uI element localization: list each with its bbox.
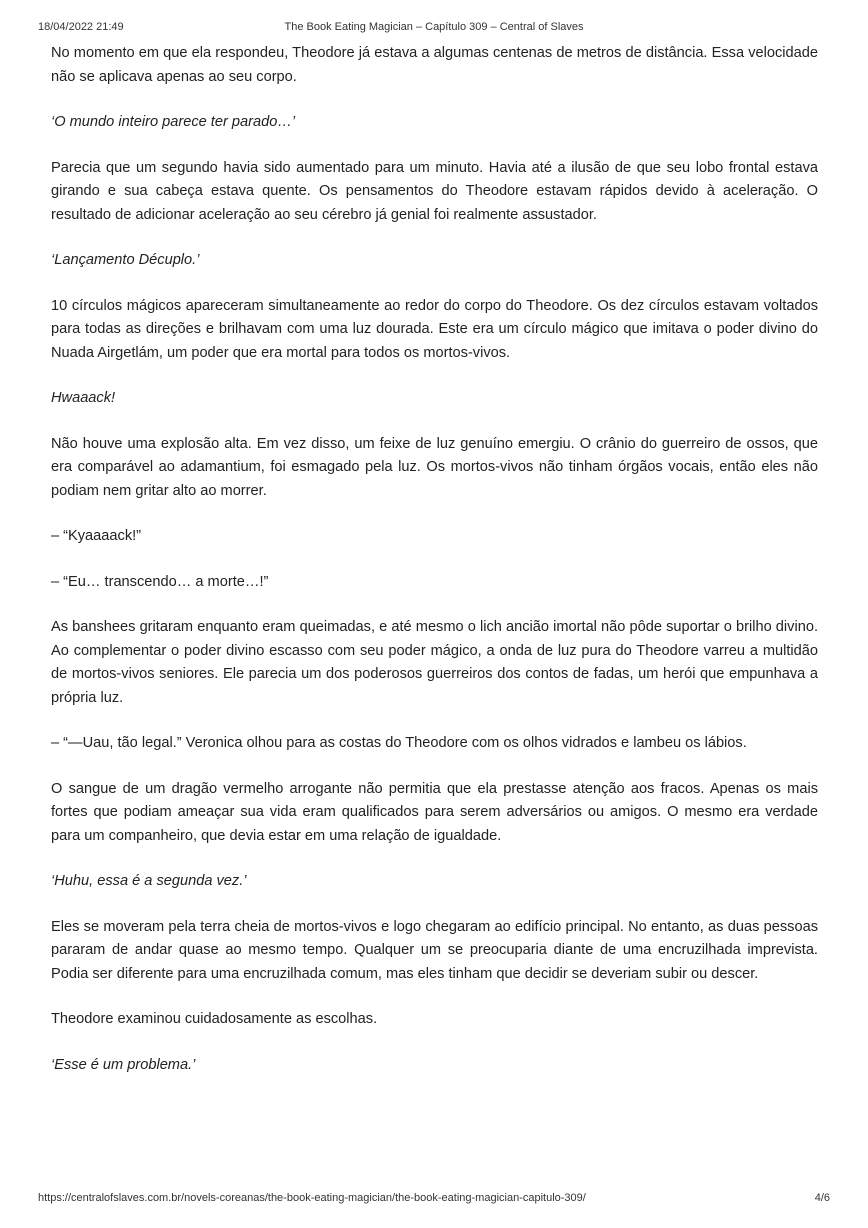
page-url: https://centralofslaves.com.br/novels-coreanas/the-book-eating-magician/the-book-eating-magician-capitulo-309/ xyxy=(38,1192,586,1204)
paragraph: Parecia que um segundo havia sido aumentado para um minuto. Havia até a ilusão de que seu lobo frontal estava girando e sua cabeça estava quente. Os pensamentos do Theodore estavam rápidos devido à aceleração. O resultado de adicionar aceleração ao seu cérebro já genial foi realmente assustador. xyxy=(51,159,818,223)
paragraph-dialogue: – “Eu… transcendo… a morte…!” xyxy=(51,573,269,590)
paragraph-thought: ‘O mundo inteiro parece ter parado…’ xyxy=(51,114,296,130)
print-page-title: The Book Eating Magician – Capítulo 309 – Central of Slaves xyxy=(284,21,584,33)
paragraph: As banshees gritaram enquanto eram queimadas, e até mesmo o lich ancião imortal não pôde suportar o brilho divino. Ao complementar o poder divino escasso com seu poder mágico, a onda de luz pura do Theodore varreu a multidão de mortos-vivos seniores. Ele parecia um dos poderosos guerreiros dos contos de fadas, um herói que empunhava a própria luz. xyxy=(51,619,818,706)
paragraph-dialogue: – “Kyaaaack!” xyxy=(51,528,142,544)
page-number: 4/6 xyxy=(814,1192,830,1204)
paragraph: Não houve uma explosão alta. Em vez disso, um feixe de luz genuíno emergiu. O crânio do guerreiro de ossos, que era comparável ao adamantium, foi esmagado pela luz. Os mortos-vivos não tinham órgãos vocais, então eles não podiam nem gritar alto ao morrer. xyxy=(51,435,818,499)
paragraph: No momento em que ela respondeu, Theodore já estava a algumas centenas de metros de distância. Essa velocidade não se aplicava apenas ao seu corpo. xyxy=(51,45,818,85)
paragraph: Theodore examinou cuidadosamente as escolhas. xyxy=(51,1011,378,1027)
paragraph: O sangue de um dragão vermelho arrogante não permitia que ela prestasse atenção aos fracos. Apenas os mais fortes que podiam ameaçar sua vida eram qualificados para serem adversários ou amigos. O mesmo era verdade para um companheiro, que devia estar em uma relação de igualdade. xyxy=(51,780,818,844)
paragraph: Eles se moveram pela terra cheia de mortos-vivos e logo chegaram ao edifício principal. No entanto, as duas pessoas pararam de andar quase ao mesmo tempo. Qualquer um se preocuparia diante de uma encruzilhada imprevista. Podia ser diferente para uma encruzilhada comum, mas eles tinham que decidir se deveriam subir ou descer. xyxy=(51,918,818,982)
paragraph-thought: ‘Esse é um problema.’ xyxy=(51,1056,196,1073)
paragraph-thought: ‘Lançamento Décuplo.’ xyxy=(51,252,200,268)
paragraph-dialogue: – “—Uau, tão legal.” Veronica olhou para as costas do Theodore com os olhos vidrados e lambeu os lábios. xyxy=(51,735,747,751)
print-footer xyxy=(0,1192,868,1206)
print-datetime: 18/04/2022 21:49 xyxy=(38,21,124,33)
paragraph-sound-effect: Hwaaack! xyxy=(51,390,116,406)
paragraph: 10 círculos mágicos apareceram simultaneamente ao redor do corpo do Theodore. Os dez círculos estavam voltados para todas as direções e brilhavam com uma luz dourada. Este era um círculo mágico que imitava o poder divino do Nuada Airgetlám, um poder que era mortal para todos os mortos-vivos. xyxy=(51,297,818,361)
paragraph-thought: ‘Huhu, essa é a segunda vez.’ xyxy=(51,873,247,889)
print-header xyxy=(0,21,868,35)
article-body xyxy=(51,42,818,1099)
